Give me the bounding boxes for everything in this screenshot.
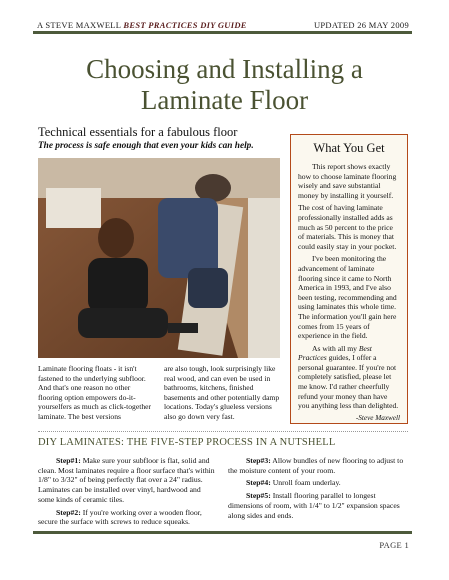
page-number: PAGE 1 bbox=[379, 540, 409, 550]
what-you-get-box bbox=[290, 134, 408, 424]
sidebar-paragraph-1: This report shows exactly how to choose laminate flooring wisely and save substantial money by installing it yourself. bbox=[298, 162, 397, 200]
step-1 bbox=[38, 456, 218, 505]
guarantee-series-name: Best Practices bbox=[298, 343, 372, 363]
tagline: The process is safe enough that even your kids can help. bbox=[38, 141, 254, 151]
step-1-text: Make sure your subfloor is flat, solid and clean. Most laminates require a floor surface that's within 1/8" to 3/32" of being perfectly flat over a 24" radius. Laminates can be installed over vinyl, hardwood and some kinds of ceramic tiles. bbox=[38, 456, 215, 504]
step-2-text: If you're working over a wooden floor, secure the surface with screws to reduce squeaks. bbox=[38, 507, 202, 527]
step-3-text: Allow bundles of new flooring to adjust to the moisture content of your room. bbox=[228, 456, 404, 475]
steps-column-right bbox=[228, 456, 410, 523]
step-4 bbox=[228, 478, 410, 488]
step-4-label: Step#4: bbox=[246, 478, 271, 488]
caption-column-1: Laminate flooring floats - it isn't fastened to the underlying subfloor. And that's one reason no other flooring option empowers do-it-yourselfers as much as click-together laminate. The best versions bbox=[38, 364, 152, 421]
step-2-label: Step#2: bbox=[56, 507, 81, 517]
step-3-label: Step#3: bbox=[246, 456, 271, 465]
steps-column-left bbox=[38, 456, 218, 530]
title-line-1: Choosing and Installing a bbox=[86, 54, 363, 84]
step-5-text: Install flooring parallel to longest dimensions of room, with 1/4" to 1/2" expansion spaces along sides and ends. bbox=[228, 491, 400, 520]
header-prefix: A STEVE MAXWELL bbox=[37, 20, 121, 30]
step-5 bbox=[228, 491, 410, 520]
hero-photo bbox=[38, 158, 280, 358]
sidebar-paragraph-4 bbox=[298, 344, 400, 411]
sidebar-paragraph-3: I've been monitoring the advancement of laminate flooring since it came to North America in 1993, and I've also been testing, recommending and using laminates this whole time. The information you'll gain here comes from 15 years of experience in the field. bbox=[298, 254, 397, 341]
step-2 bbox=[38, 508, 218, 527]
sidebar-body bbox=[298, 162, 400, 423]
caption-column-2: are also tough, look surprisingly like real wood, and can even be used in bathrooms, kitchens, finished basements and other potentially damp locations. Today's glueless versions also go down very fast. bbox=[164, 364, 280, 421]
step-5-label: Step#5: bbox=[246, 491, 271, 501]
step-1-label: Step#1: bbox=[56, 456, 81, 465]
page-title bbox=[30, 54, 419, 116]
sidebar-paragraph-2: The cost of having laminate professionally installed adds as much as 50 percent to the price of materials. This is money that could easily stay in your pocket. bbox=[298, 203, 397, 251]
subtitle: Technical essentials for a fabulous floor bbox=[38, 125, 238, 139]
photo-illustration bbox=[38, 158, 280, 358]
sidebar-title: What You Get bbox=[313, 141, 385, 155]
header-left bbox=[37, 20, 247, 30]
guarantee-text: guides, I offer a personal guarantee. If you're not completely satisfied, please let me know. I'd rather cheerfully refund your money than have you anything less than delighted. bbox=[298, 353, 399, 411]
section-divider bbox=[38, 431, 408, 432]
section-heading: DIY LAMINATES: THE FIVE-STEP PROCESS IN A NUTSHELL bbox=[38, 437, 336, 448]
top-rule bbox=[33, 31, 412, 34]
step-4-text: Unroll foam underlay. bbox=[270, 478, 341, 488]
signature: -Steve Maxwell bbox=[355, 413, 400, 422]
bottom-rule bbox=[33, 531, 412, 534]
title-line-2: Laminate Floor bbox=[140, 85, 309, 115]
step-3 bbox=[228, 456, 410, 475]
guarantee-prefix: As with all my bbox=[312, 343, 359, 353]
header-date: UPDATED 26 MAY 2009 bbox=[313, 20, 409, 30]
header-brand: BEST PRACTICES DIY GUIDE bbox=[123, 20, 247, 30]
